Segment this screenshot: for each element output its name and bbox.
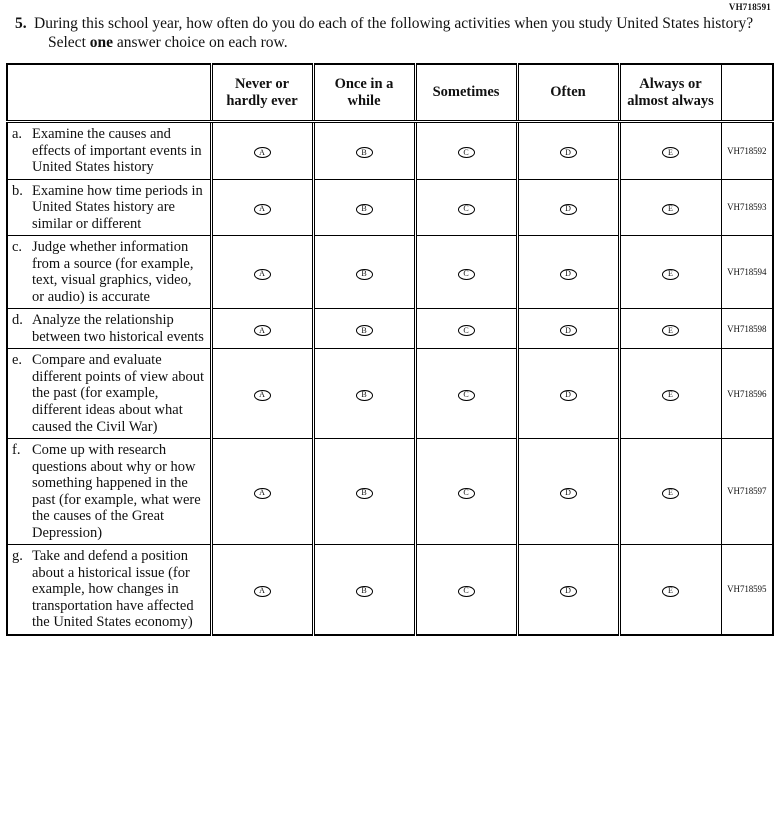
table-row bbox=[7, 309, 773, 349]
table-row bbox=[7, 439, 773, 545]
row-stem-cell bbox=[7, 179, 211, 236]
row-stem-cell bbox=[7, 349, 211, 439]
header-row bbox=[7, 64, 773, 122]
row-letter: a. bbox=[12, 126, 23, 143]
answer-bubble-a[interactable]: A bbox=[254, 586, 271, 597]
header-sometimes: Sometimes bbox=[415, 64, 517, 122]
row-accession-code: VH718596 bbox=[721, 349, 773, 439]
table-row bbox=[7, 179, 773, 236]
page-accession-code: VH718591 bbox=[728, 2, 771, 12]
row-accession-code: VH718594 bbox=[721, 236, 773, 309]
answer-cell-always bbox=[619, 439, 721, 545]
row-accession-code: VH718598 bbox=[721, 309, 773, 349]
answer-cell-sometimes bbox=[415, 349, 517, 439]
answer-cell-once bbox=[313, 122, 415, 180]
answer-cell-always bbox=[619, 236, 721, 309]
row-stem-cell bbox=[7, 545, 211, 635]
row-letter: c. bbox=[12, 239, 23, 256]
question-text-bold-word: one bbox=[89, 34, 113, 52]
answer-bubble-b[interactable]: B bbox=[356, 147, 373, 158]
answer-bubble-e[interactable]: E bbox=[662, 204, 679, 215]
answer-cell-often bbox=[517, 179, 619, 236]
row-accession-code: VH718597 bbox=[721, 439, 773, 545]
table-row bbox=[7, 236, 773, 309]
answer-bubble-c[interactable]: C bbox=[458, 488, 475, 499]
row-letter: f. bbox=[12, 442, 21, 459]
row-statement-text: Analyze the relationship between two historical events bbox=[32, 312, 204, 345]
row-statement-text: Come up with research questions about why or how something happened in the past (for example, what were the causes of the Great Depression) bbox=[32, 442, 201, 541]
answer-bubble-b[interactable]: B bbox=[356, 390, 373, 401]
answer-cell-once bbox=[313, 236, 415, 309]
answer-bubble-d[interactable]: D bbox=[560, 147, 577, 158]
answer-cell-never bbox=[211, 122, 313, 180]
answer-bubble-d[interactable]: D bbox=[560, 269, 577, 280]
row-stem-cell bbox=[7, 122, 211, 180]
table-body bbox=[7, 122, 773, 635]
answer-bubble-e[interactable]: E bbox=[662, 147, 679, 158]
answer-cell-always bbox=[619, 309, 721, 349]
answer-cell-often bbox=[517, 439, 619, 545]
answer-cell-never bbox=[211, 309, 313, 349]
answer-cell-never bbox=[211, 236, 313, 309]
answer-cell-often bbox=[517, 349, 619, 439]
answer-bubble-e[interactable]: E bbox=[662, 390, 679, 401]
answer-cell-sometimes bbox=[415, 439, 517, 545]
answer-cell-always bbox=[619, 179, 721, 236]
row-letter: b. bbox=[12, 182, 23, 199]
answer-bubble-a[interactable]: A bbox=[254, 204, 271, 215]
table-header bbox=[7, 64, 773, 122]
row-statement-text: Compare and evaluate different points of view about the past (for example, different ideas about what caused the Civil War) bbox=[32, 352, 205, 435]
row-statement-text: Judge whether information from a source (for example, text, visual graphics, video, or audio) is accurate bbox=[32, 239, 194, 305]
answer-cell-never bbox=[211, 545, 313, 635]
answer-cell-never bbox=[211, 179, 313, 236]
answer-cell-once bbox=[313, 545, 415, 635]
header-blank-stem bbox=[7, 64, 211, 122]
header-often: Often bbox=[517, 64, 619, 122]
answer-bubble-e[interactable]: E bbox=[662, 586, 679, 597]
question-block bbox=[15, 14, 763, 53]
answer-cell-often bbox=[517, 236, 619, 309]
answer-cell-always bbox=[619, 349, 721, 439]
answer-bubble-b[interactable]: B bbox=[356, 325, 373, 336]
answer-bubble-d[interactable]: D bbox=[560, 325, 577, 336]
answer-bubble-c[interactable]: C bbox=[458, 204, 475, 215]
header-blank-code bbox=[721, 64, 773, 122]
answer-bubble-c[interactable]: C bbox=[458, 586, 475, 597]
answer-cell-sometimes bbox=[415, 179, 517, 236]
answer-cell-sometimes bbox=[415, 122, 517, 180]
answer-cell-sometimes bbox=[415, 236, 517, 309]
answer-cell-once bbox=[313, 349, 415, 439]
answer-cell-never bbox=[211, 439, 313, 545]
answer-cell-often bbox=[517, 122, 619, 180]
answer-bubble-a[interactable]: A bbox=[254, 147, 271, 158]
frequency-matrix-table bbox=[6, 63, 774, 636]
row-letter: g. bbox=[12, 548, 23, 565]
answer-bubble-b[interactable]: B bbox=[356, 204, 373, 215]
answer-cell-sometimes bbox=[415, 309, 517, 349]
answer-bubble-e[interactable]: E bbox=[662, 488, 679, 499]
answer-bubble-c[interactable]: C bbox=[458, 147, 475, 158]
table-row bbox=[7, 349, 773, 439]
answer-bubble-e[interactable]: E bbox=[662, 325, 679, 336]
answer-cell-often bbox=[517, 309, 619, 349]
answer-bubble-d[interactable]: D bbox=[560, 488, 577, 499]
row-letter: e. bbox=[12, 352, 23, 369]
header-once-in-a-while: Once in a while bbox=[313, 64, 415, 122]
answer-cell-never bbox=[211, 349, 313, 439]
answer-bubble-c[interactable]: C bbox=[458, 269, 475, 280]
answer-bubble-d[interactable]: D bbox=[560, 586, 577, 597]
table-row bbox=[7, 122, 773, 180]
answer-cell-once bbox=[313, 179, 415, 236]
row-statement-text: Take and defend a position about a historical issue (for example, how changes in transportation have affected the United States economy) bbox=[32, 548, 194, 631]
table-row bbox=[7, 545, 773, 635]
header-always-or-almost-always: Always or almost always bbox=[619, 64, 721, 122]
answer-cell-always bbox=[619, 545, 721, 635]
row-stem-cell bbox=[7, 439, 211, 545]
row-stem-cell bbox=[7, 309, 211, 349]
row-statement-text: Examine how time periods in United States history are similar or different bbox=[32, 182, 203, 232]
answer-bubble-a[interactable]: A bbox=[254, 390, 271, 401]
row-letter: d. bbox=[12, 312, 23, 329]
answer-bubble-a[interactable]: A bbox=[254, 325, 271, 336]
answer-bubble-b[interactable]: B bbox=[356, 586, 373, 597]
question-text-start: During this school year, how often do you do each of the following activities when you study United States history? Select bbox=[34, 15, 754, 52]
answer-bubble-a[interactable]: A bbox=[254, 269, 271, 280]
row-accession-code: VH718595 bbox=[721, 545, 773, 635]
answer-bubble-b[interactable]: B bbox=[356, 269, 373, 280]
question-text-end: answer choice on each row. bbox=[113, 34, 288, 52]
answer-cell-once bbox=[313, 309, 415, 349]
answer-cell-sometimes bbox=[415, 545, 517, 635]
answer-bubble-a[interactable]: A bbox=[254, 488, 271, 499]
question-text bbox=[34, 14, 763, 53]
answer-cell-often bbox=[517, 545, 619, 635]
answer-bubble-c[interactable]: C bbox=[458, 325, 475, 336]
answer-bubble-c[interactable]: C bbox=[458, 390, 475, 401]
answer-bubble-e[interactable]: E bbox=[662, 269, 679, 280]
row-statement-text: Examine the causes and effects of important events in United States history bbox=[32, 126, 202, 176]
answer-bubble-d[interactable]: D bbox=[560, 204, 577, 215]
answer-cell-once bbox=[313, 439, 415, 545]
answer-cell-always bbox=[619, 122, 721, 180]
header-never-or-hardly-ever: Never or hardly ever bbox=[211, 64, 313, 122]
row-accession-code: VH718592 bbox=[721, 122, 773, 180]
row-accession-code: VH718593 bbox=[721, 179, 773, 236]
question-number: 5. bbox=[15, 15, 27, 32]
answer-bubble-b[interactable]: B bbox=[356, 488, 373, 499]
row-stem-cell bbox=[7, 236, 211, 309]
answer-bubble-d[interactable]: D bbox=[560, 390, 577, 401]
